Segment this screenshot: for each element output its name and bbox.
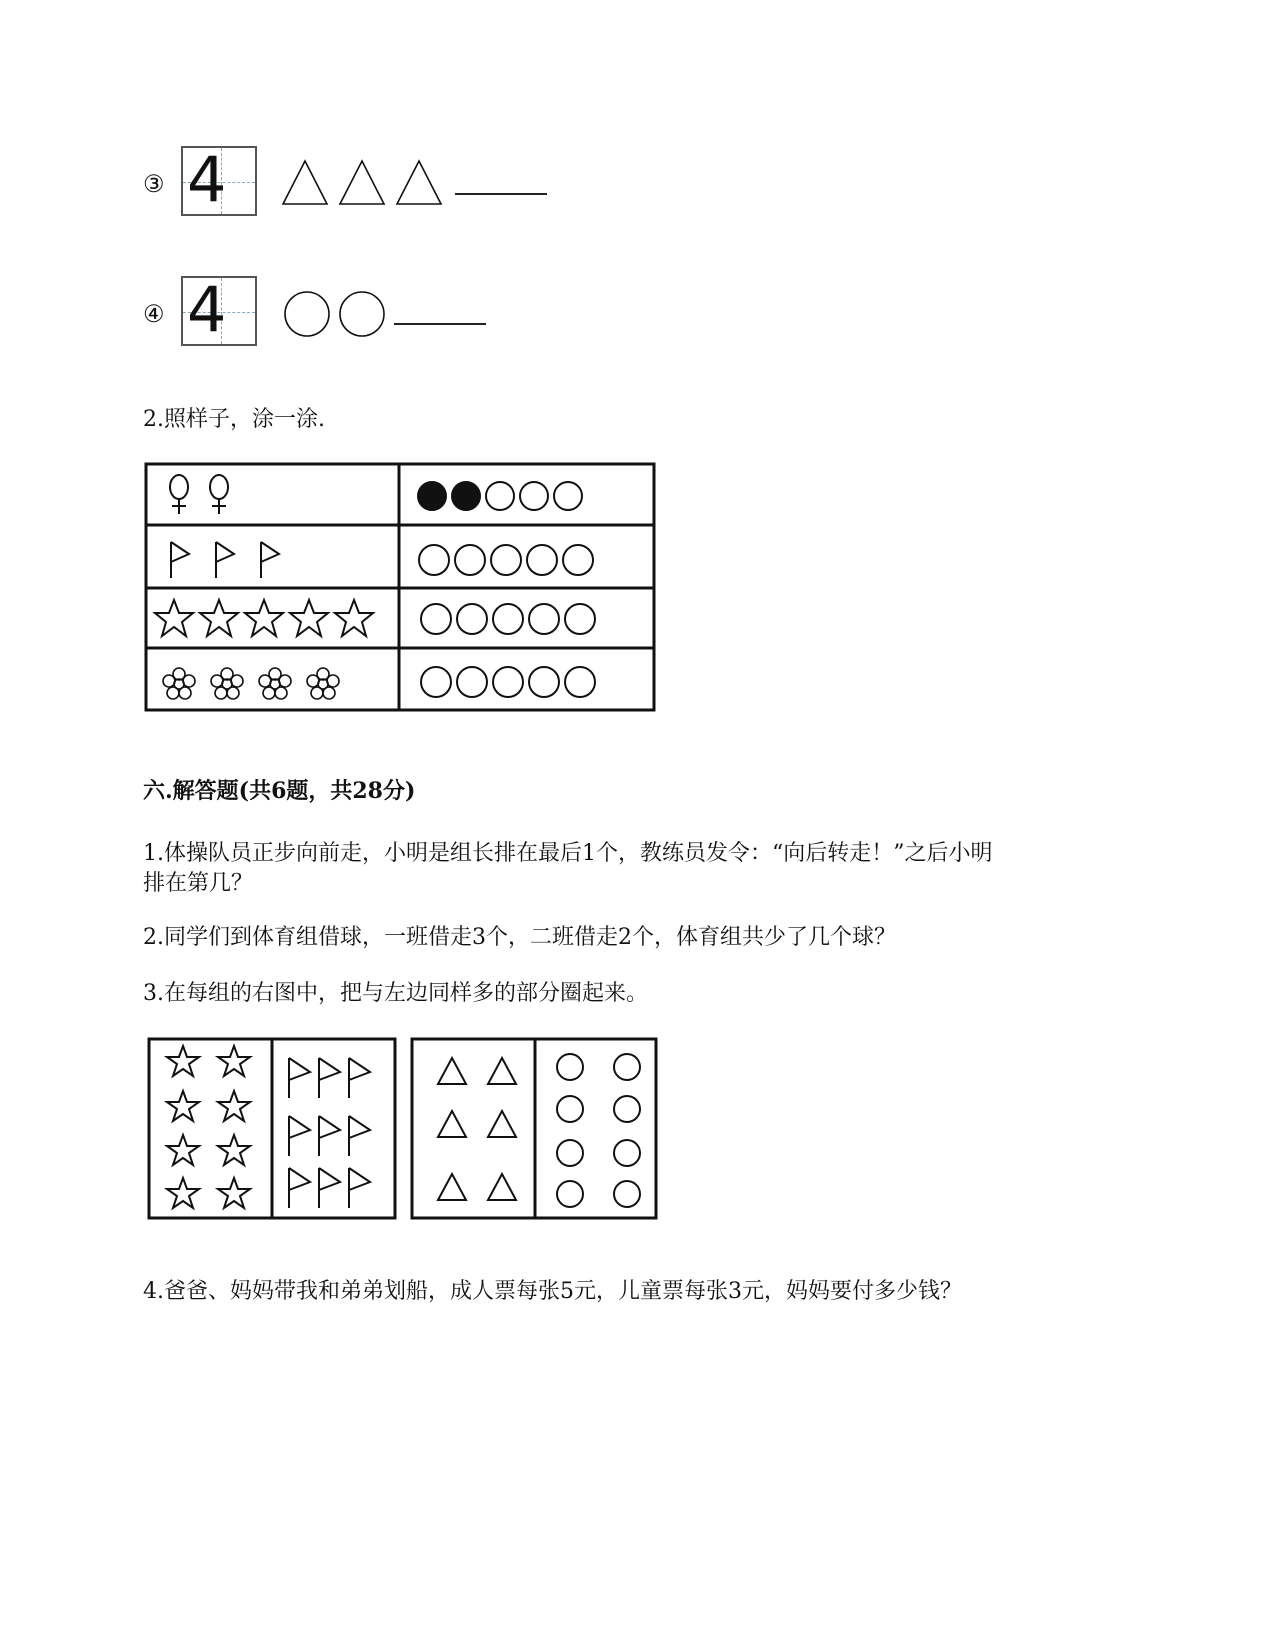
question-prompt: 2.照样子，涂一涂. xyxy=(143,407,325,432)
circle-icon xyxy=(557,1096,583,1122)
flag-icon xyxy=(349,1168,370,1208)
star-icon xyxy=(200,600,238,636)
star-icon xyxy=(218,1178,250,1208)
sample-digit: 4 xyxy=(187,143,227,216)
circle-icon xyxy=(614,1140,640,1166)
star-icon xyxy=(167,1178,199,1208)
empty-circle xyxy=(421,604,451,634)
flag-icon xyxy=(289,1116,310,1156)
circle-group xyxy=(282,290,392,338)
section-heading: 六.解答题(共6题，共28分) xyxy=(143,778,416,804)
triangle-icon xyxy=(283,161,327,204)
triangle-icon xyxy=(397,161,441,204)
circle-icon xyxy=(614,1054,640,1080)
circle-icon xyxy=(557,1181,583,1207)
star-icon xyxy=(218,1135,250,1165)
circle-icon xyxy=(557,1054,583,1080)
triangle-icon xyxy=(340,161,384,204)
empty-circle xyxy=(565,667,595,697)
empty-circle xyxy=(529,667,559,697)
empty-circle xyxy=(520,482,548,510)
empty-circle xyxy=(565,604,595,634)
empty-circle xyxy=(457,604,487,634)
star-icon xyxy=(155,600,193,636)
answer-blank[interactable] xyxy=(455,193,547,195)
flower-icon xyxy=(211,668,243,699)
star-icon xyxy=(167,1046,199,1076)
circle-icon xyxy=(285,292,329,336)
star-icon xyxy=(335,600,373,636)
empty-circle xyxy=(419,545,449,575)
flag-icon xyxy=(216,542,234,578)
filled-circle xyxy=(418,482,446,510)
flag-icon xyxy=(289,1058,310,1098)
flag-icon xyxy=(319,1058,340,1098)
question-1-line-1: 1.体操队员正步向前走，小明是组长排在最后1个，教练员发令：“向后转走！”之后小明 xyxy=(143,841,993,866)
star-icon xyxy=(218,1046,250,1076)
question-marker-3: ③ xyxy=(143,170,165,198)
filled-circle xyxy=(452,482,480,510)
empty-circle xyxy=(563,545,593,575)
circle-icon xyxy=(614,1181,640,1207)
question-1-line-2: 排在第几？ xyxy=(143,871,254,896)
question-marker-4: ④ xyxy=(143,300,165,328)
flag-icon xyxy=(171,542,189,578)
answer-blank[interactable] xyxy=(394,323,486,325)
star-icon xyxy=(218,1091,250,1121)
star-icon xyxy=(167,1135,199,1165)
question-2: 2.同学们到体育组借球，一班借走3个，二班借走2个，体育组共少了几个球？ xyxy=(143,925,896,950)
sample-digit: 4 xyxy=(187,273,227,346)
triangle-icon xyxy=(438,1174,466,1200)
coloring-table xyxy=(144,462,658,714)
triangle-icon xyxy=(438,1111,466,1137)
triangle-icon xyxy=(488,1111,516,1137)
question-3: 3.在每组的右图中，把与左边同样多的部分圈起来。 xyxy=(143,981,648,1006)
empty-circle xyxy=(457,667,487,697)
empty-circle xyxy=(455,545,485,575)
flag-icon xyxy=(319,1168,340,1208)
circle-icon xyxy=(340,292,384,336)
empty-circle xyxy=(554,482,582,510)
empty-circle xyxy=(486,482,514,510)
star-icon xyxy=(245,600,283,636)
question-4: 4.爸爸、妈妈带我和弟弟划船，成人票每张5元，儿童票每张3元，妈妈要付多少钱？ xyxy=(143,1279,962,1304)
triangle-icon xyxy=(438,1058,466,1084)
triangle-group xyxy=(280,158,450,208)
flag-icon xyxy=(349,1116,370,1156)
empty-circle xyxy=(527,545,557,575)
triangle-icon xyxy=(488,1174,516,1200)
balloon-icon xyxy=(210,475,228,514)
flag-icon xyxy=(261,542,279,578)
empty-circle xyxy=(491,545,521,575)
digit-writing-box xyxy=(181,273,257,346)
triangle-icon xyxy=(488,1058,516,1084)
flower-icon xyxy=(259,668,291,699)
empty-circle xyxy=(421,667,451,697)
circle-icon xyxy=(614,1096,640,1122)
star-icon xyxy=(167,1091,199,1121)
flag-icon xyxy=(319,1116,340,1156)
flower-icon xyxy=(163,668,195,699)
balloon-icon xyxy=(170,475,188,514)
circle-icon xyxy=(557,1140,583,1166)
flower-icon xyxy=(307,668,339,699)
matching-figure xyxy=(146,1036,660,1222)
star-icon xyxy=(290,600,328,636)
empty-circle xyxy=(529,604,559,634)
empty-circle xyxy=(493,604,523,634)
digit-writing-box xyxy=(181,143,257,216)
flag-icon xyxy=(289,1168,310,1208)
empty-circle xyxy=(493,667,523,697)
flag-icon xyxy=(349,1058,370,1098)
